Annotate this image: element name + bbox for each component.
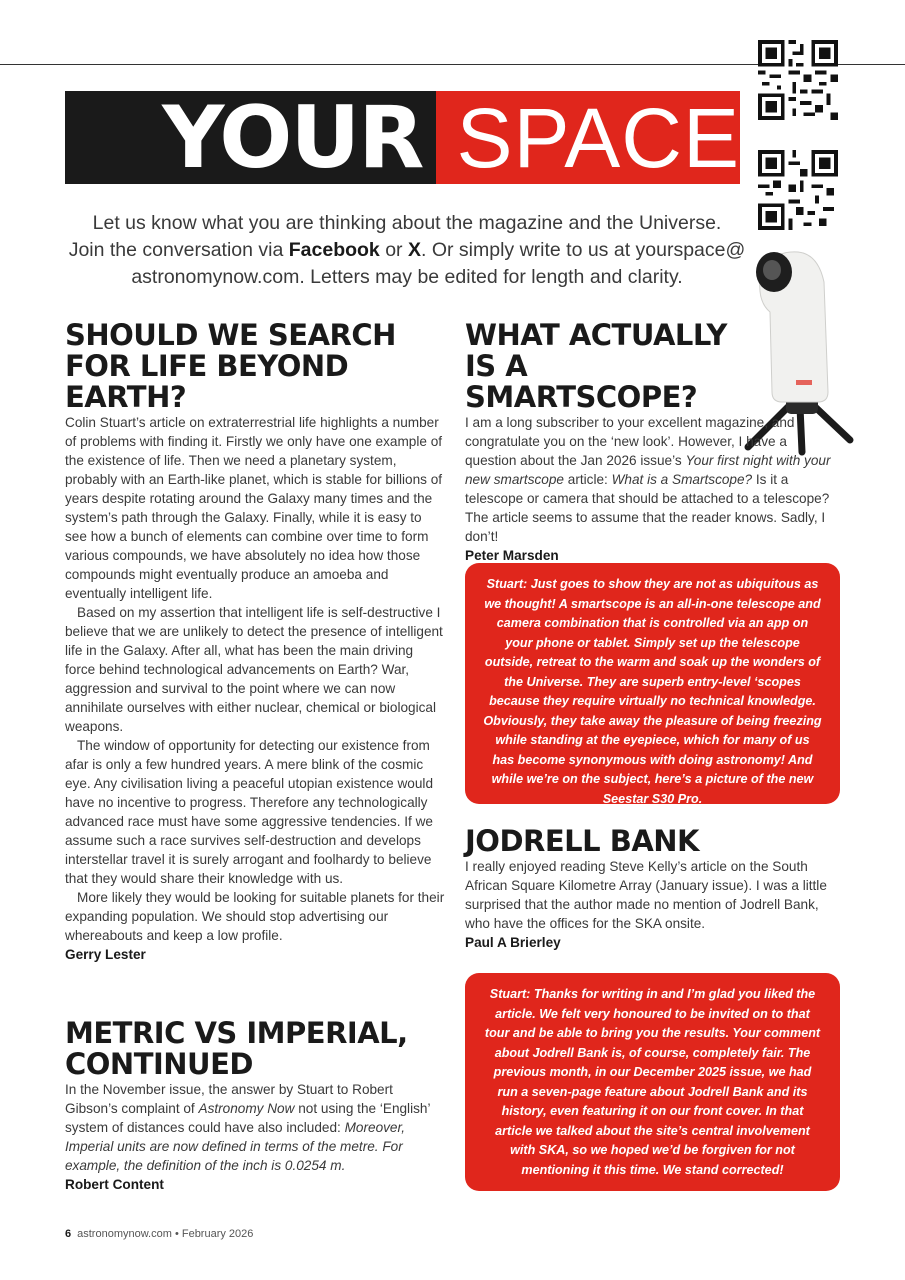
- page-number: 6: [65, 1228, 72, 1240]
- letter-signature: Paul A Brierley: [465, 935, 561, 950]
- letter-metric: [65, 1018, 445, 1194]
- intro-line: . Or simply write to us at yourspace@: [420, 239, 746, 261]
- text-run: Is it a telescope or camera that should be attached to a telescope? The article seems to assume that the reader knows. Sadly, I don’t!: [465, 472, 830, 544]
- editor-reply-jodrell: [465, 973, 840, 1191]
- letter-title: JODRELL BANK: [465, 824, 700, 858]
- text-run: I am a long subscriber to your excellent magazine, and congratulate you on the ‘new look’. However, I have a question about the Jan 2026 issue’s: [465, 415, 795, 468]
- quoted-text: Moreover, Imperial units are now defined in terms of the metre. For example, the definition of the inch is 0.0254 m.: [65, 1120, 406, 1173]
- magazine-name: Astronomy Now: [198, 1101, 295, 1116]
- text-run: not using the ‘English’ system of distances could have also included:: [65, 1101, 430, 1135]
- letter-paragraph: The window of opportunity for detecting our existence from afar is only a few hundred years. A mere blink of the cosmic eye. Any civilisation living a peaceful utopian existence would have no incentive to progress. Therefore any technologically advanced race must have some aggressive tendencies. If we assume such a race survives self-destruction and develops interstellar travel it is surely arrogant and foolhardy to believe that they would share their knowledge with us.: [65, 738, 434, 886]
- letter-life: [65, 320, 445, 964]
- editor-reply-smartscope: [465, 563, 840, 804]
- qr-code-icon[interactable]: [758, 40, 838, 120]
- letter-paragraph: [465, 413, 841, 546]
- x-link[interactable]: X: [407, 239, 421, 261]
- intro-line: Join the conversation via: [68, 239, 289, 261]
- banner-red-block: [436, 91, 740, 184]
- intro-line: astronomynow.com. Letters may be edited for length and clarity.: [131, 266, 683, 288]
- letter-signature: Peter Marsden: [465, 548, 559, 563]
- banner-word-your: YOUR: [162, 87, 423, 188]
- letter-signature: Robert Content: [65, 1177, 164, 1192]
- article-title: Your first night with your new smartscope: [465, 453, 831, 487]
- letter-title: SHOULD WE SEARCH FOR LIFE BEYOND EARTH?: [65, 318, 396, 414]
- article-title: What is a Smartscope?: [611, 472, 753, 487]
- intro-text: [60, 210, 754, 291]
- letter-paragraph: Based on my assertion that intelligent life is self-destructive I believe that we are unlikely to detect the presence of intelligent life in the Galaxy. After all, what has been the main driving force behind technological advancements on Earth? War, aggression and survival to the point where we can now annihilate ourselves with either nuclear, chemical or biological weapons.: [65, 605, 443, 734]
- text-run: article:: [563, 472, 612, 487]
- facebook-link[interactable]: Facebook: [288, 239, 380, 261]
- intro-line: or: [379, 239, 408, 261]
- letter-paragraph: More likely they would be looking for suitable planets for their expanding population. We should stop advertising our whereabouts and keep a low profile.: [65, 890, 445, 943]
- section-banner: [65, 87, 740, 188]
- page-footer: [65, 1228, 253, 1240]
- reply-author: Stuart:: [489, 987, 531, 1001]
- reply-author: Stuart:: [486, 577, 528, 591]
- reply-text: Just goes to show they are not as ubiquitous as we thought! A smartscope is an all-in-one telescope and camera combination that is controlled via an app on your phone or tablet. Simply set up the telescope outside, retreat to the warm and soak up the wonders of the Universe. They are superb entry-level ‘scopes because they require virtually no technical knowledge. Obviously, they take away the pleasure of being freezing while standing at the eyepiece, which for many of us has become synonymous with doing astronomy! And while we’re on the subject, here’s a picture of the new Seestar S30 Pro.: [483, 577, 822, 806]
- banner-word-space: SPACE: [456, 90, 740, 185]
- letter-title: METRIC VS IMPERIAL, CONTINUED: [65, 1016, 408, 1081]
- letter-signature: Gerry Lester: [65, 947, 146, 962]
- letter-paragraph: [65, 1080, 445, 1175]
- banner-dark-block: [65, 87, 436, 188]
- letter-paragraph: I really enjoyed reading Steve Kelly’s article on the South African Square Kilometre Array (January issue). I was a little surprised that the author made no mention of Jodrell Bank, who have the offices for the SKA onsite.: [465, 859, 827, 931]
- letter-jodrell: [465, 826, 841, 952]
- intro-line: Let us know what you are thinking about the magazine and the Universe.: [92, 212, 722, 234]
- qr-code-icon[interactable]: [758, 150, 838, 230]
- letter-title: WHAT ACTUALLY IS A SMARTSCOPE?: [465, 318, 727, 414]
- letter-smartscope: [465, 320, 841, 565]
- letter-paragraph: Colin Stuart’s article on extraterrestrial life highlights a number of problems with finding it. Firstly we only have one example of the existence of life. Then we need a planetary system, probably with an Earth-like planet, which is stable for billions of years despite rotating around the Galaxy many times and the system’s path through the Galaxy. Finally, while it is easy to see how a bunch of elements can combine over time to form various compounds, we have absolutely no idea how those compounds might eventually produce an amoeba and eventually intelligent life.: [65, 415, 443, 601]
- text-run: In the November issue, the answer by Stuart to Robert Gibson’s complaint of: [65, 1082, 393, 1116]
- footer-text: astronomynow.com • February 2026: [77, 1228, 254, 1240]
- reply-text: Thanks for writing in and I’m glad you liked the article. We felt very honoured to be invited on to that tour and be able to bring you the results. Your comment about Jodrell Bank is, of course, completely fair. The previous month, in our December 2025 issue, we had run a seven-page feature about Jodrell Bank and its history, even featuring it on our front cover. In that article we talked about the site’s central involvement with SKA, so we hoped we’d be forgiven for not mentioning it this time. We stand corrected!: [484, 987, 821, 1177]
